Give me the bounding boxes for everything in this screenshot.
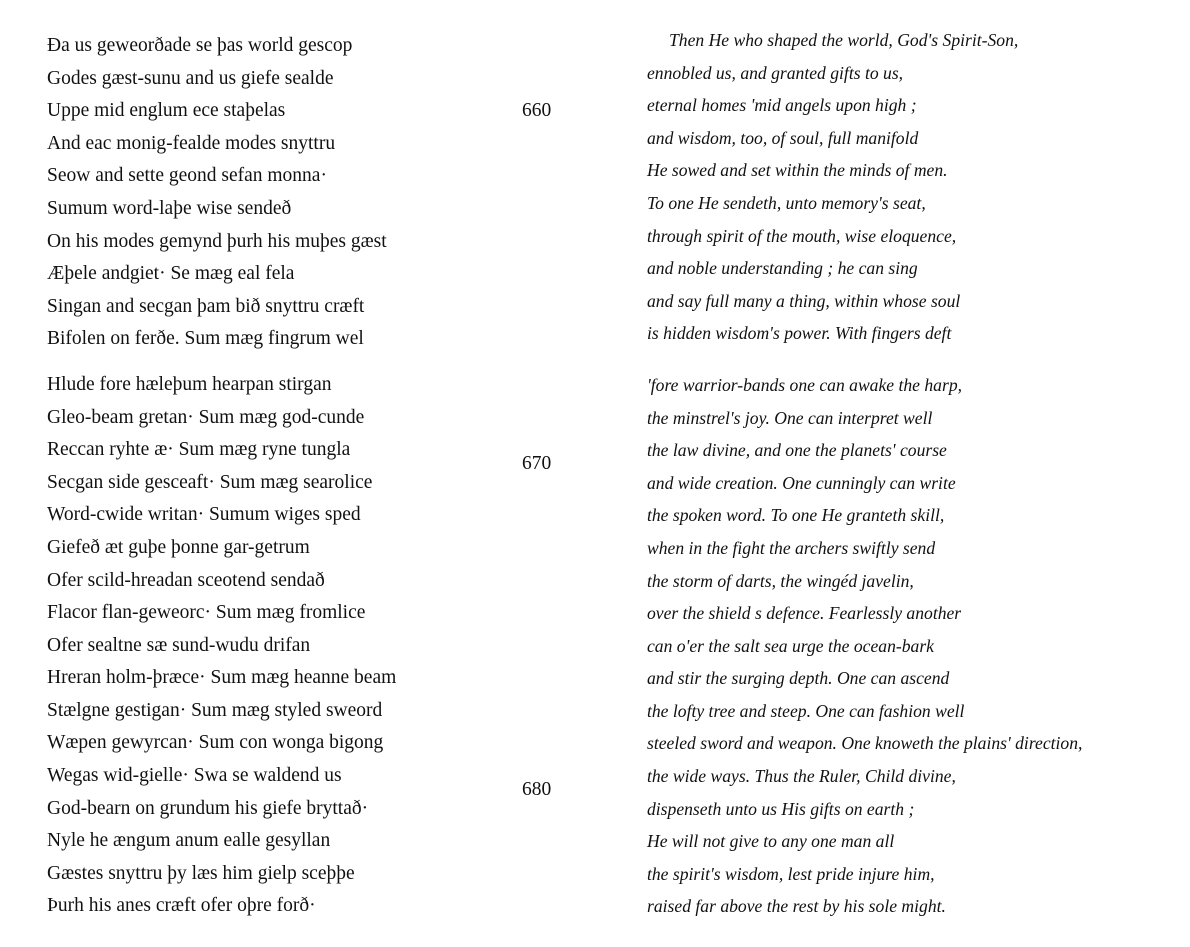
- oe-line: Wæpen gewyrcan· Sum con wonga bigong: [47, 732, 384, 754]
- translation-text: [647, 24, 1187, 923]
- translation-line: and wisdom, too, of soul, full manifold: [647, 127, 919, 148]
- line-number: 670: [522, 453, 552, 474]
- translation-line: eternal homes 'mid angels upon high ;: [647, 95, 917, 116]
- oe-line: God-bearn on grundum his giefe bryttað·: [47, 797, 369, 819]
- oe-line: Word-cwide writan· Sumum wiges sped: [47, 504, 361, 526]
- oe-line: Ofer scild-hreadan sceotend sendað: [47, 569, 325, 591]
- oe-line: Uppe mid englum ece staþelas: [47, 100, 286, 122]
- oe-line: Sumum word-laþe wise sendeð: [47, 197, 292, 219]
- translation-line: raised far above the rest by his sole might.: [647, 896, 946, 917]
- translation-line: the wide ways. Thus the Ruler, Child divine,: [647, 766, 956, 787]
- oe-line: Ofer sealtne sæ sund-wudu drifan: [47, 634, 311, 656]
- translation-line: the storm of darts, the wingéd javelin,: [647, 570, 914, 591]
- oe-line: And eac monig-fealde modes snyttru: [47, 132, 336, 154]
- translation-line: can o'er the salt sea urge the ocean-bark: [647, 635, 934, 656]
- oe-line: Stælgne gestigan· Sum mæg styled sweord: [47, 699, 383, 721]
- translation-line: and say full many a thing, within whose soul: [647, 290, 961, 311]
- oe-line: Hlude fore hæleþum hearpan stirgan: [47, 373, 332, 395]
- oe-line: Singan and secgan þam bið snyttru cræft: [47, 295, 365, 317]
- translation-line: when in the fight the archers swiftly send: [647, 537, 936, 558]
- oe-line: Flacor flan-geweorc· Sum mæg fromlice: [47, 602, 366, 624]
- translation-line: 'fore warrior-bands one can awake the harp,: [647, 374, 963, 395]
- oe-line: Godes gæst-sunu and us giefe sealde: [47, 67, 334, 89]
- oe-line: Gæstes snyttru þy læs him gielp sceþþe: [47, 862, 355, 884]
- translation-line: He sowed and set within the minds of men.: [647, 160, 948, 181]
- oe-line: On his modes gemynd þurh his muþes gæst: [47, 230, 387, 252]
- translation-line: and noble understanding ; he can sing: [647, 258, 918, 279]
- translation-line: He will not give to any one man all: [647, 831, 895, 852]
- translation-line: and wide creation. One cunningly can write: [647, 472, 956, 493]
- oe-line: Æþele andgiet· Se mæg eal fela: [47, 263, 295, 285]
- translation-line: the minstrel's joy. One can interpret well: [647, 407, 933, 428]
- oe-line: Giefeð æt guþe þonne gar-getrum: [47, 536, 310, 558]
- oe-line: Reccan ryhte æ· Sum mæg ryne tungla: [47, 439, 351, 461]
- oe-line: Secgan side gesceaft· Sum mæg searolice: [47, 471, 373, 493]
- oe-line: Ða us geweorðade se þas world gescop: [47, 35, 353, 56]
- oe-line: Bifolen on ferðe. Sum mæg fingrum wel: [47, 328, 364, 350]
- oe-line: Seow and sette geond sefan monna·: [47, 165, 327, 187]
- oe-line: Wegas wid-gielle· Swa se waldend us: [47, 765, 342, 787]
- translation-line: over the shield s defence. Fearlessly another: [647, 603, 962, 624]
- translation-line: the spoken word. To one He granteth skill,: [647, 505, 945, 526]
- translation-line: the lofty tree and steep. One can fashion well: [647, 700, 965, 721]
- translation-line: Then He who shaped the world, God's Spirit-Son,: [669, 30, 1019, 50]
- translation-line: the spirit's wisdom, lest pride injure him,: [647, 863, 935, 884]
- translation-line: ennobled us, and granted gifts to us,: [647, 62, 904, 83]
- oe-line: Þurh his anes cræft ofer oþre forð·: [47, 895, 316, 917]
- translation-line: dispenseth unto us His gifts on earth ;: [647, 798, 915, 819]
- translation-line: and stir the surging depth. One can ascend: [647, 668, 950, 689]
- translation-line: through spirit of the mouth, wise eloquence,: [647, 225, 957, 246]
- oe-line: Hreran holm-þræce· Sum mæg heanne beam: [47, 667, 397, 689]
- old-english-text: [47, 30, 507, 923]
- translation-line: is hidden wisdom's power. With fingers deft: [647, 323, 952, 344]
- line-number: 680: [522, 779, 552, 800]
- line-number: 660: [522, 100, 552, 122]
- translation-line: the law divine, and one the planets' course: [647, 440, 947, 461]
- translation-line: To one He sendeth, unto memory's seat,: [647, 192, 926, 213]
- oe-line: Nyle he ængum anum ealle gesyllan: [47, 830, 331, 852]
- stanza-break: [647, 350, 1187, 369]
- stanza-break: [47, 356, 507, 369]
- oe-line: Gleo-beam gretan· Sum mæg god-cunde: [47, 406, 365, 428]
- translation-line: steeled sword and weapon. One knoweth the plains' direction,: [647, 733, 1083, 754]
